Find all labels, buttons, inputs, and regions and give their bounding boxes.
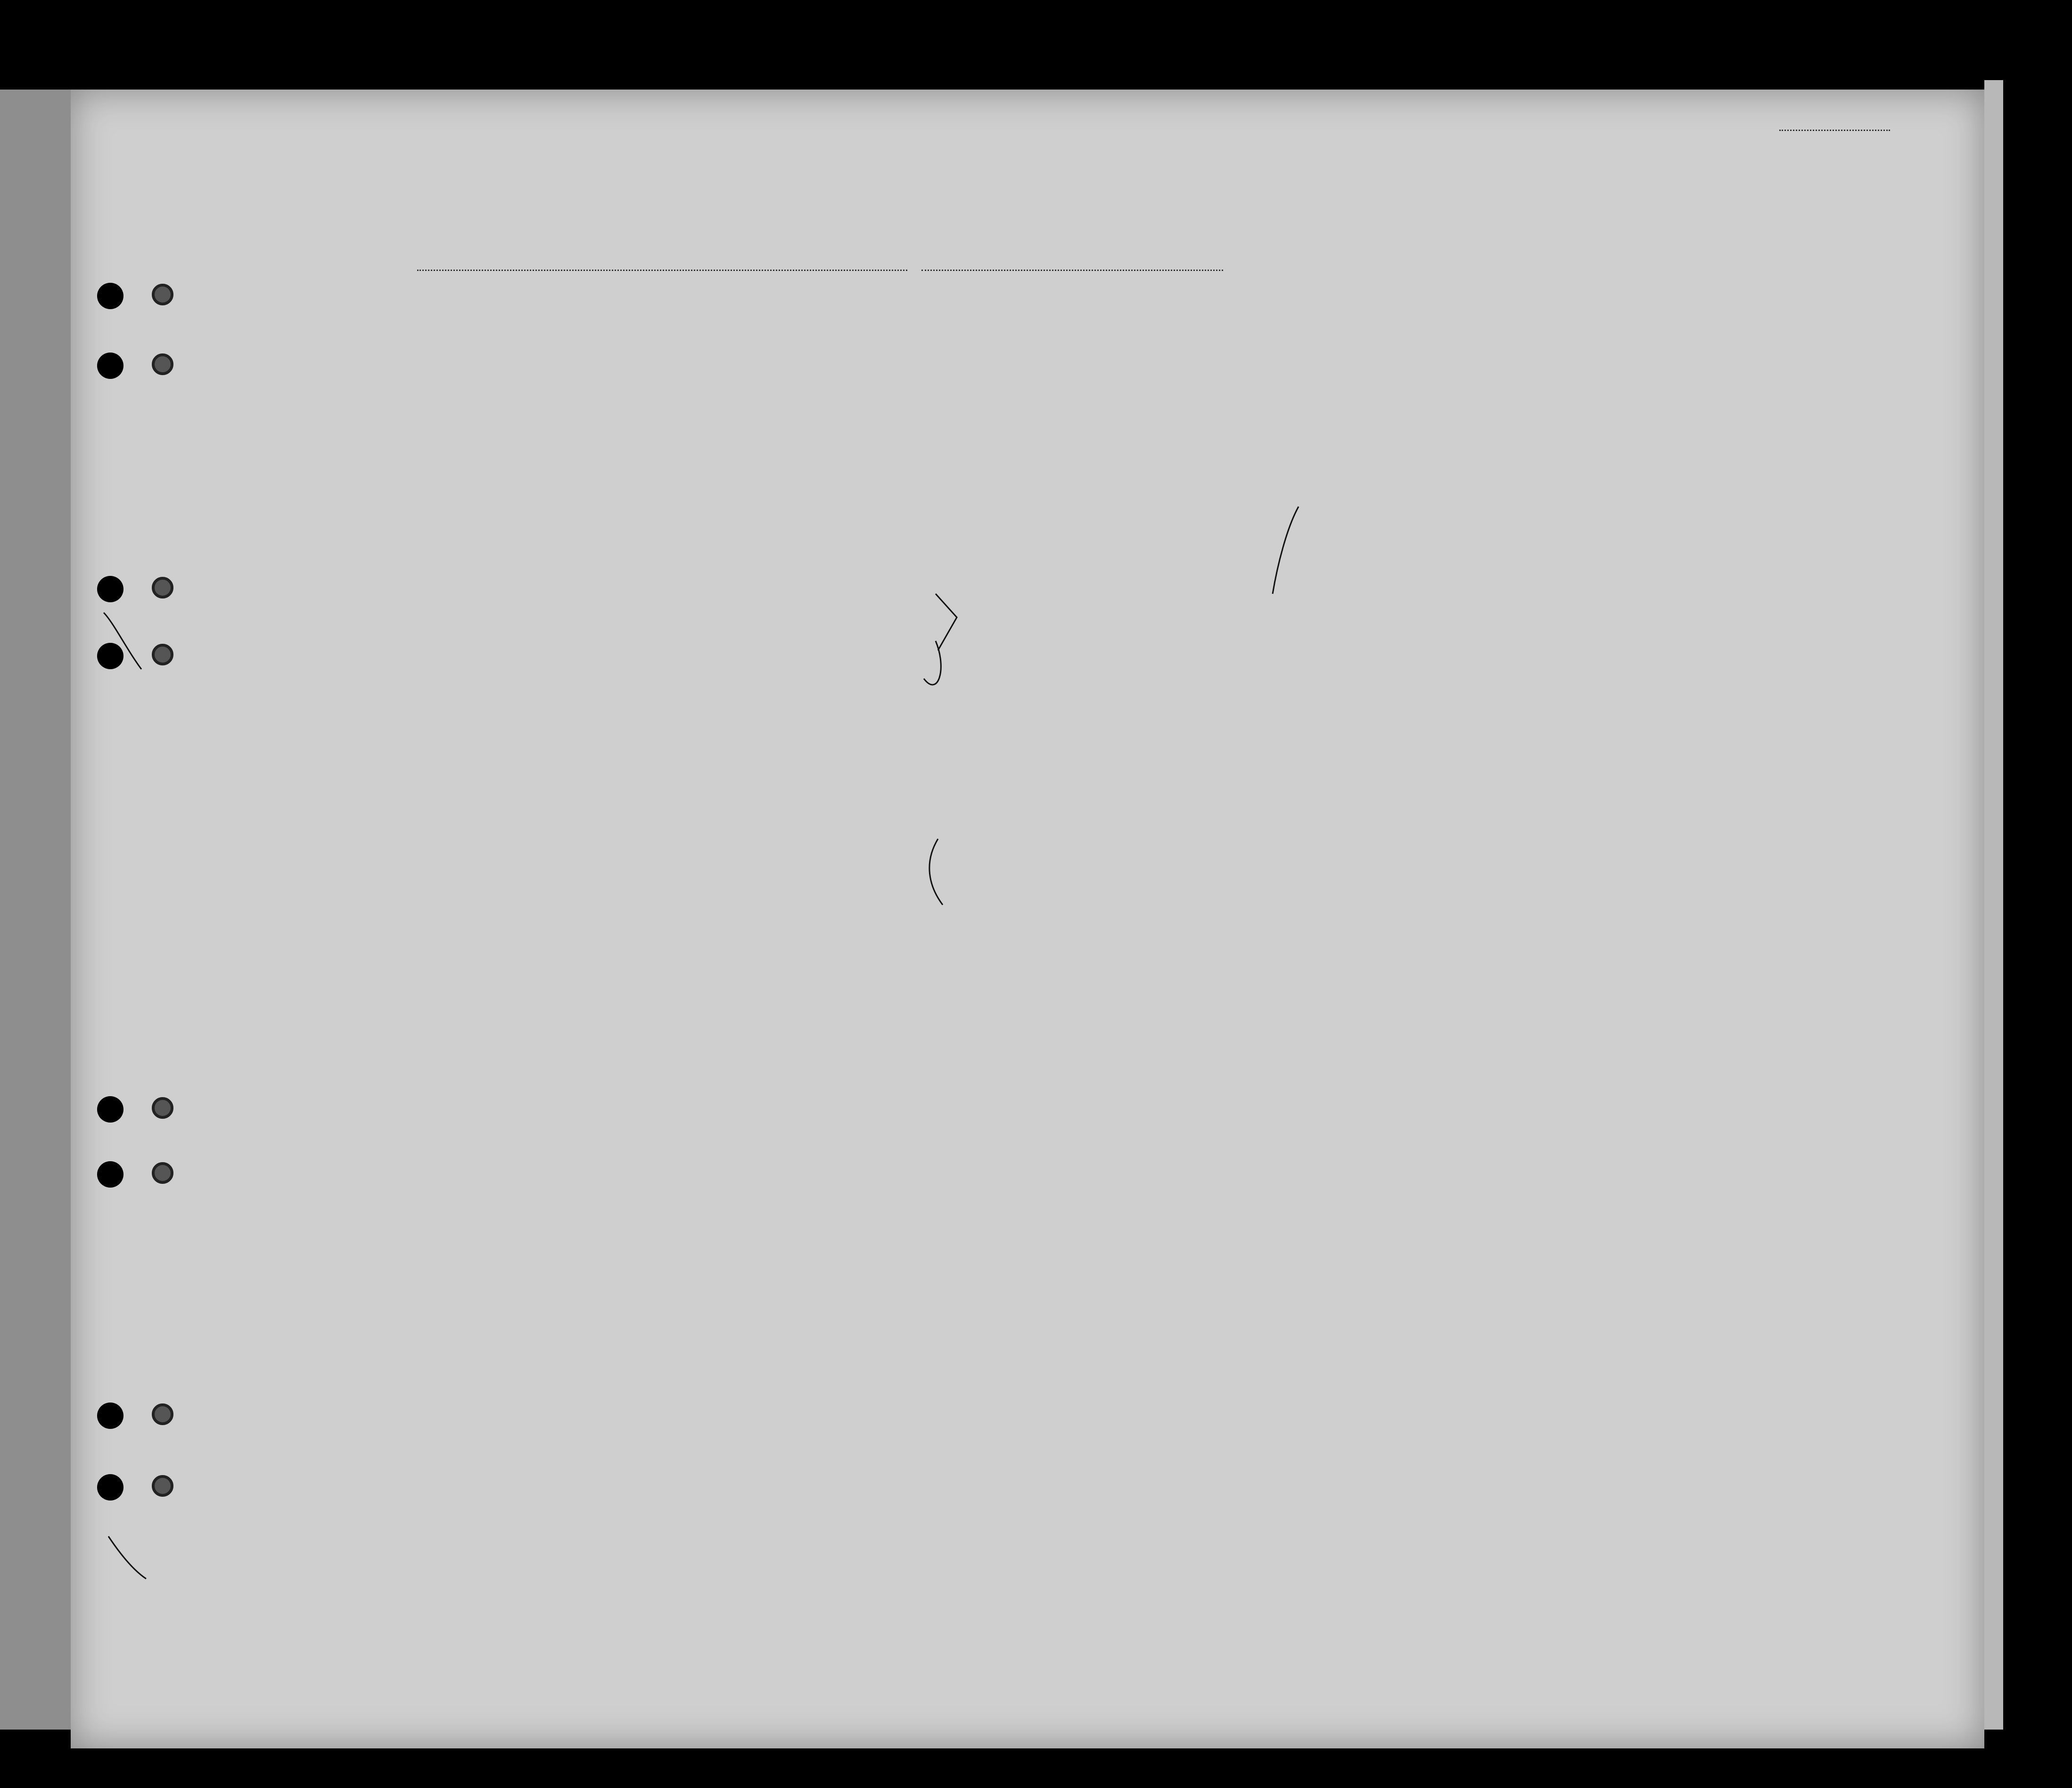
handwritten-mark	[936, 594, 957, 650]
handwritten-bracket	[1273, 507, 1299, 594]
stray-pen-mark	[108, 1536, 146, 1579]
stray-pen-mark	[104, 613, 141, 669]
handwritten-bracket	[929, 839, 943, 905]
handwritten-mark	[924, 641, 941, 685]
